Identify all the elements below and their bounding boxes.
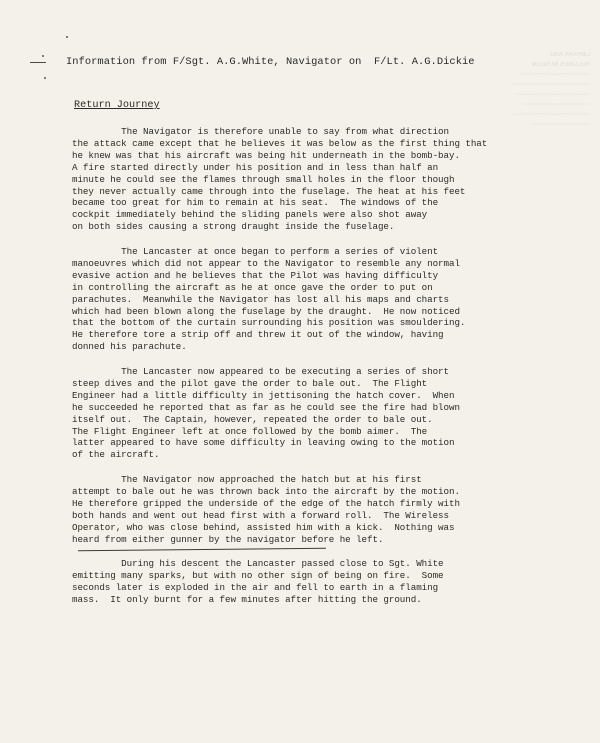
paragraph-4: The Navigator now approached the hatch but at his first attempt to bale out he was thrown back into the aircraft by the motion. He therefore gripped the underside of the edge of the hatch firmly with both hands and went out head first with a forward roll. The Wireless Operator, who was close behind, assisted him with a kick. Nothing was heard from either gunner by the navigator before he left.: [72, 474, 460, 545]
handwritten-underline: [78, 548, 326, 552]
paragraph-1: The Navigator is therefore unable to say from what direction the attack came except that he believes it was below as the first thing that he knew was that his aircraft was being hit underneath in the bomb-bay. A fire started directly under his position and in less than half an minute he could see the flames through small holes in the floor though they never actually came through into the fuselage. The heat at his feet became too great for him to remain at his seat. The windows of the cockpit immediately behind the sliding panels were also shot away on both sides causing a strong draught inside the fuselage.: [72, 126, 488, 233]
margin-dash-mark: [30, 62, 46, 63]
margin-dot: [44, 77, 46, 79]
document-header: Information from F/Sgt. A.G.White, Navigator on F/Lt. A.G.Dickie: [66, 56, 475, 68]
margin-dot: [42, 55, 44, 57]
show-through-text: LIBRARY AND RECORDS MUSEUM ~~~~~~~~~~~~~~~~~~~~ ~~~~~~~~~~~~~~~~~~~~~~ ~~~~~~~~~~~~~~~~~~~~~ ~~~~~~~~~~~~~~~~~~~ ~~~~~~~~~~~~~~~~~~~~~~ ~~~~~~~~~~~~~~~~~: [512, 52, 590, 128]
paragraph-2: The Lancaster at once began to perform a series of violent manoeuvres which did not appear to the Navigator to resemble any normal evasive action and he believes that the Pilot was having difficulty in controlling the aircraft as he at once gave the order to put on parachutes. Meanwhile the Navigator has lost all his maps and charts which had been blown along the fuselage by the draught. He now noticed that the bottom of the curtain surrounding his position was smouldering. He therefore tore a strip off and threw it out of the window, having donned his parachute.: [72, 246, 466, 353]
paragraph-5: During his descent the Lancaster passed close to Sgt. White emitting many sparks, but with no other sign of being on fire. Some seconds later is exploded in the air and fell to earth in a flaming mass. It only burnt for a few minutes after hitting the ground.: [72, 558, 444, 605]
margin-dot: [66, 36, 68, 38]
section-title: Return Journey: [74, 100, 160, 111]
paragraph-3: The Lancaster now appeared to be executing a series of short steep dives and the pilot gave the order to bale out. The Flight Engineer had a little difficulty in jettisoning the hatch cover. When he succeeded he reported that as far as he could see the fire had blown itself out. The Captain, however, repeated the order to bale out. The Flight Engineer left at once followed by the bomb aimer. The latter appeared to have some difficulty in leaving owing to the motion of the aircraft.: [72, 366, 460, 461]
